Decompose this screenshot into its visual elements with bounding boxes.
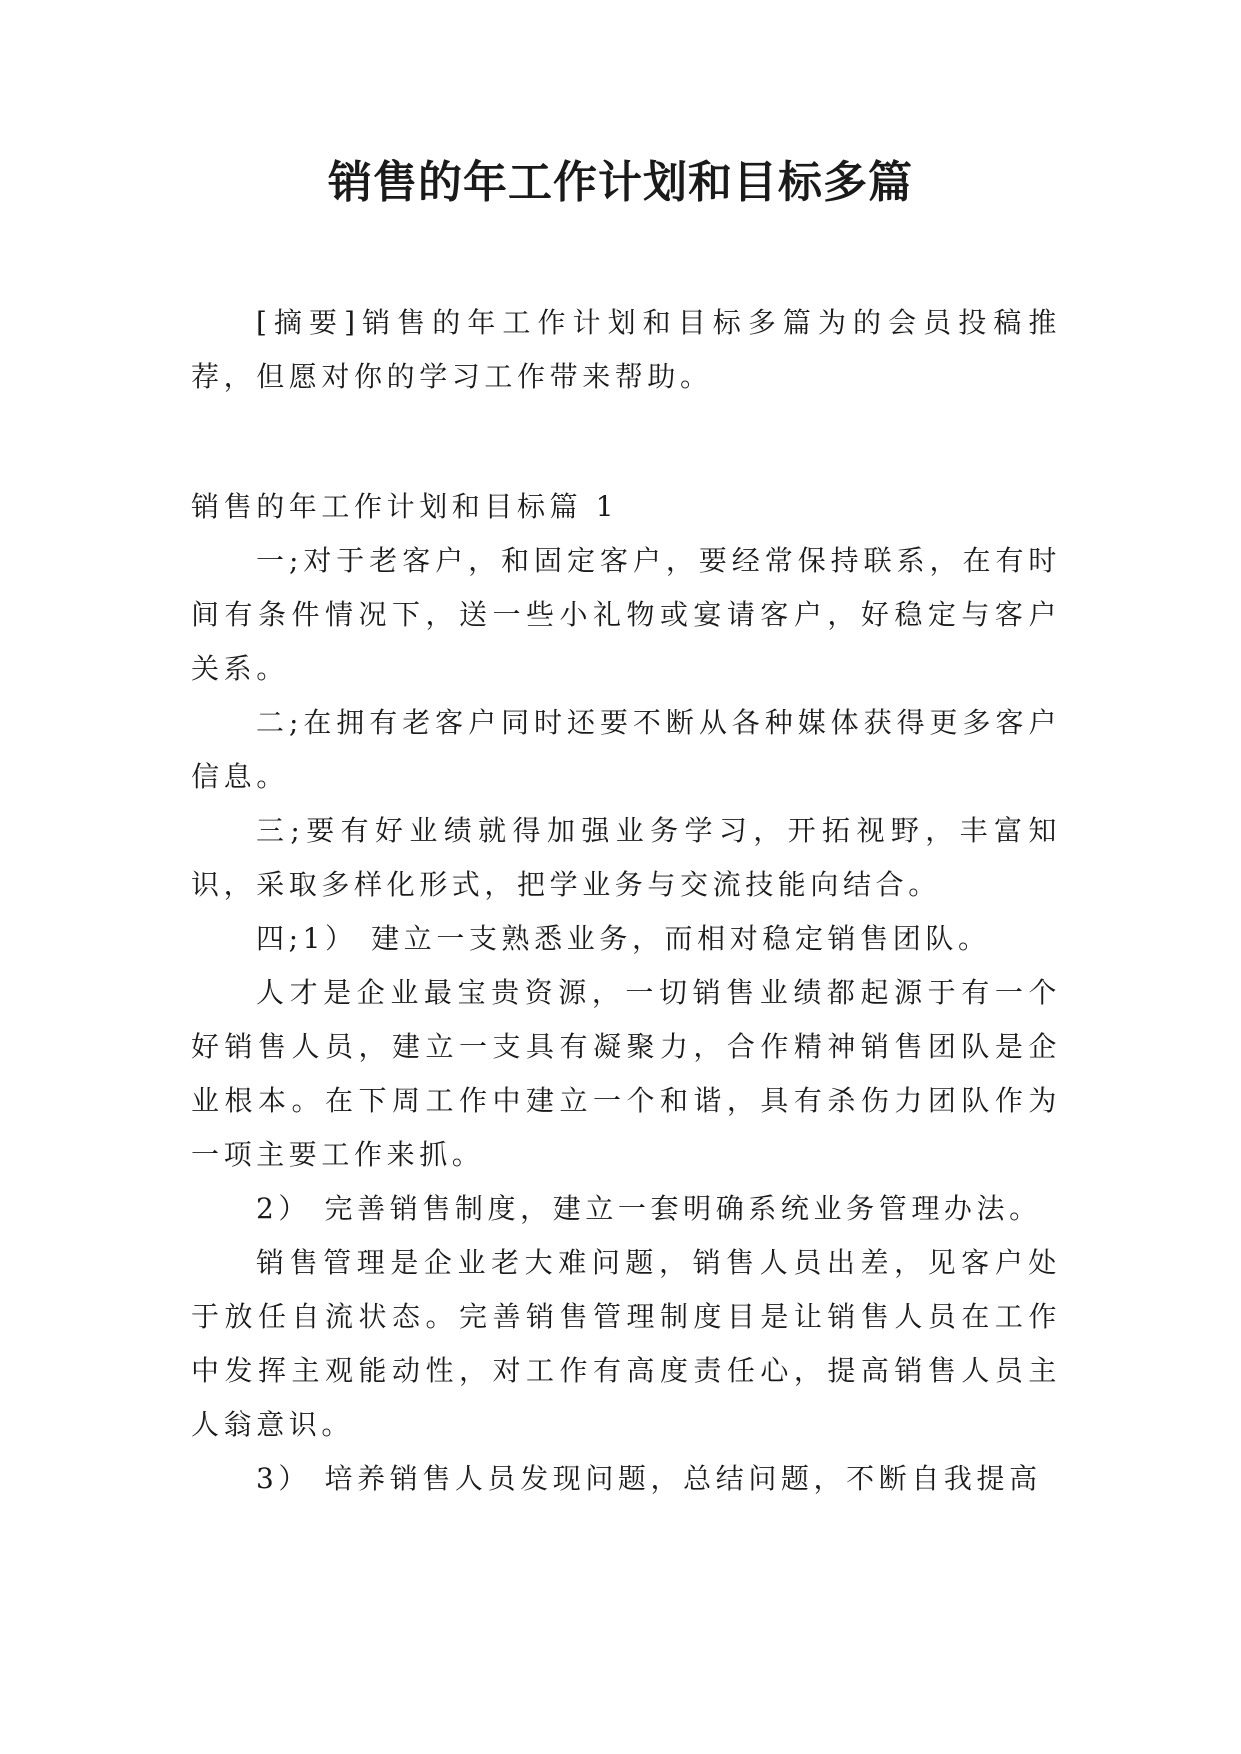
- body-paragraph: 销售管理是企业老大难问题，销售人员出差，见客户处于放任自流状态。完善销售管理制度目是让销售人员在工作中发挥主观能动性，对工作有高度责任心，提高销售人员主人翁意识。: [191, 1246, 1061, 1441]
- body-paragraph: 三;要有好业绩就得加强业务学习，开拓视野，丰富知识，采取多样化形式，把学业务与交流技能向结合。: [191, 814, 1061, 901]
- body-paragraph: 人才是企业最宝贵资源，一切销售业绩都起源于有一个好销售人员，建立一支具有凝聚力，合作精神销售团队是企业根本。在下周工作中建立一个和谐，具有杀伤力团队作为一项主要工作来抓。: [191, 976, 1061, 1171]
- body-paragraph: 一;对于老客户，和固定客户，要经常保持联系，在有时间有条件情况下，送一些小礼物或宴请客户，好稳定与客户关系。: [191, 544, 1061, 685]
- body-paragraph: 3） 培养销售人员发现问题，总结问题，不断自我提高: [256, 1462, 1042, 1495]
- abstract-paragraph: [摘要]销售的年工作计划和目标多篇为的会员投稿推荐，但愿对你的学习工作带来帮助。: [191, 306, 1061, 393]
- body-paragraph: 二;在拥有老客户同时还要不断从各种媒体获得更多客户信息。: [191, 706, 1061, 793]
- body-paragraph: 2） 完善销售制度，建立一套明确系统业务管理办法。: [256, 1192, 1042, 1225]
- document-body: [191, 296, 1061, 1506]
- body-paragraph: 四;1） 建立一支熟悉业务，而相对稳定销售团队。: [256, 922, 991, 955]
- document-title: 销售的年工作计划和目标多篇: [328, 157, 913, 208]
- section-heading: 销售的年工作计划和目标篇 1: [191, 490, 619, 523]
